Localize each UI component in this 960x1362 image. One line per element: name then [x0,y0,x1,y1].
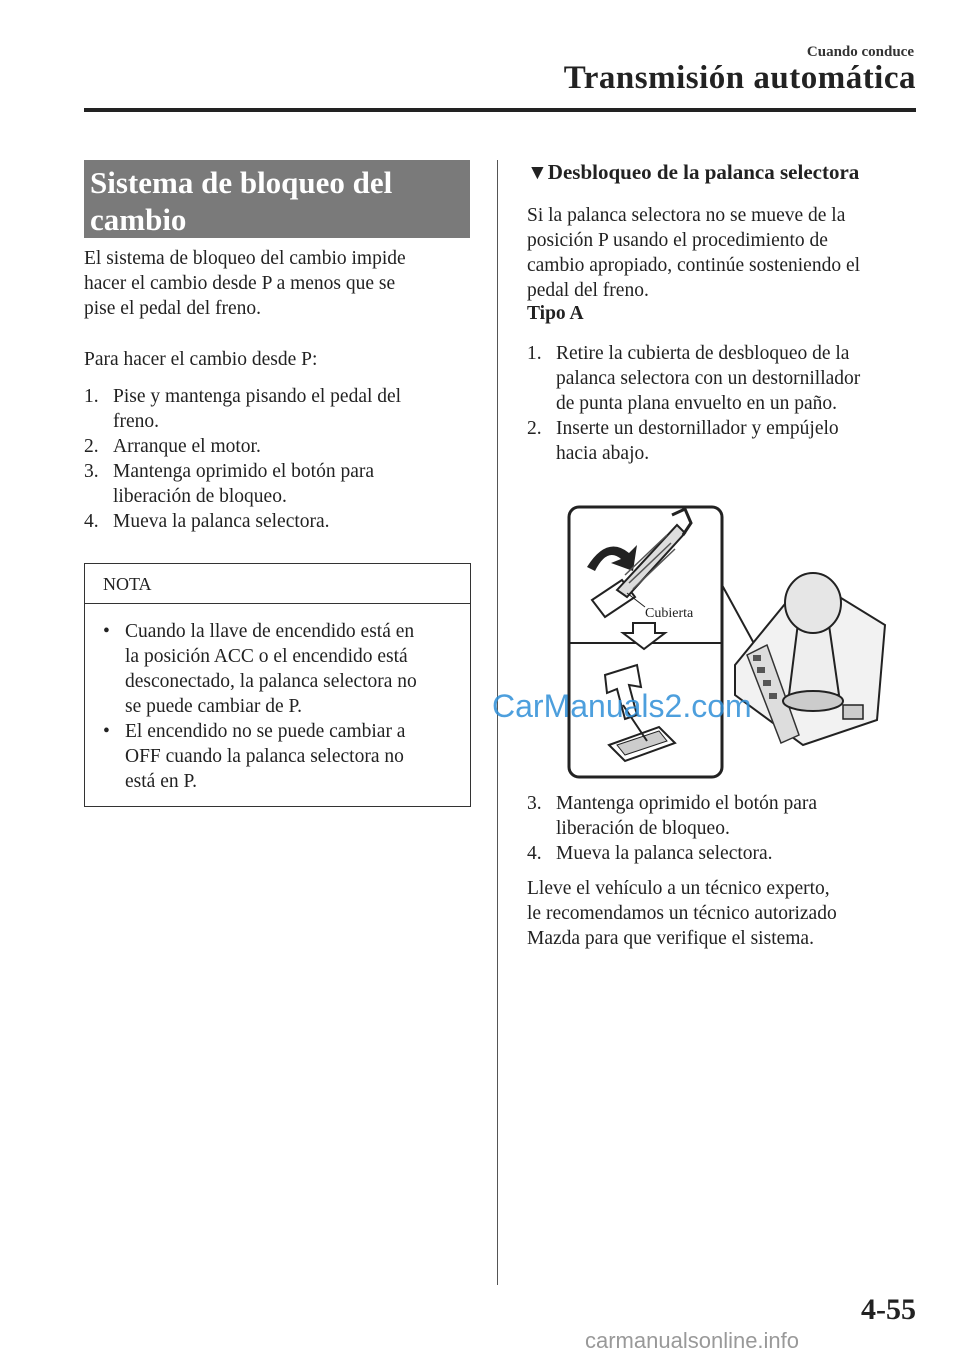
note-box: NOTA • Cuando la llave de encendido está en la posición ACC o el encendido está desconectado, la palanca selectora no se puede cambiar de P. • El encendido no se puede cambiar a OFF cuando la palanca selectora no está en P. [84,563,471,807]
watermark-carmanuals2: CarManuals2.com [492,688,752,724]
shift-knob [785,573,841,633]
section-title-line1: Sistema de bloqueo del [90,165,393,200]
bullet: • [103,721,110,742]
section-title-box [84,160,470,238]
tipo-label: Tipo A [527,303,584,324]
diagram-label-cubierta: Cubierta [645,606,694,621]
header-rule [84,108,916,112]
intro-line: pise el pedal del freno. [84,298,262,319]
subsection-heading: ▼Desbloqueo de la palanca selectora [527,160,860,184]
steps-list: 1. Pise y mantenga pisando el pedal del freno. 2. Arranque el motor. 3. Mantenga oprimido el botón para liberación de bloqueo. 4. Mueva la palanca selectora. [84,386,402,532]
shift-paragraph: Para hacer el cambio desde P: [84,349,318,370]
chapter-title: Transmisión automática [563,60,916,96]
intro-line: hacer el cambio desde P a menos que se [84,273,396,294]
steps-list-b: 3. Mantenga oprimido el botón para liberación de bloqueo. 4. Mueva la palanca selectora. [527,793,818,864]
section-title-line2: cambio [90,202,187,237]
triangle-marker-icon: ▼ [527,160,548,184]
page-number: 4-55 [861,1293,916,1326]
note-title: NOTA [85,564,470,604]
intro-line: El sistema de bloqueo del cambio impide [84,248,406,269]
unlock-intro: Si la palanca selectora no se mueve de la posición P usando el procedimiento de cambio apropiado, continúe sosteniendo el pedal del freno. [527,205,861,301]
closing-paragraph: Lleve el vehículo a un técnico experto, le recomendamos un técnico autorizado Mazda para que verifique el sistema. [527,878,837,949]
shift-lock-diagram [567,505,887,780]
steps-list-a: 1. Retire la cubierta de desbloqueo de la palanca selectora con un destornillador de punta plana envuelto en un paño. 2. Inserte un destornillador y empújelo hacia abajo. [527,343,861,464]
watermark-carmanualsonline: carmanualsonline.info [585,1328,800,1353]
intro-paragraph [84,246,474,321]
chapter-subtitle: Cuando conduce [806,44,914,60]
bullet: • [103,621,110,642]
